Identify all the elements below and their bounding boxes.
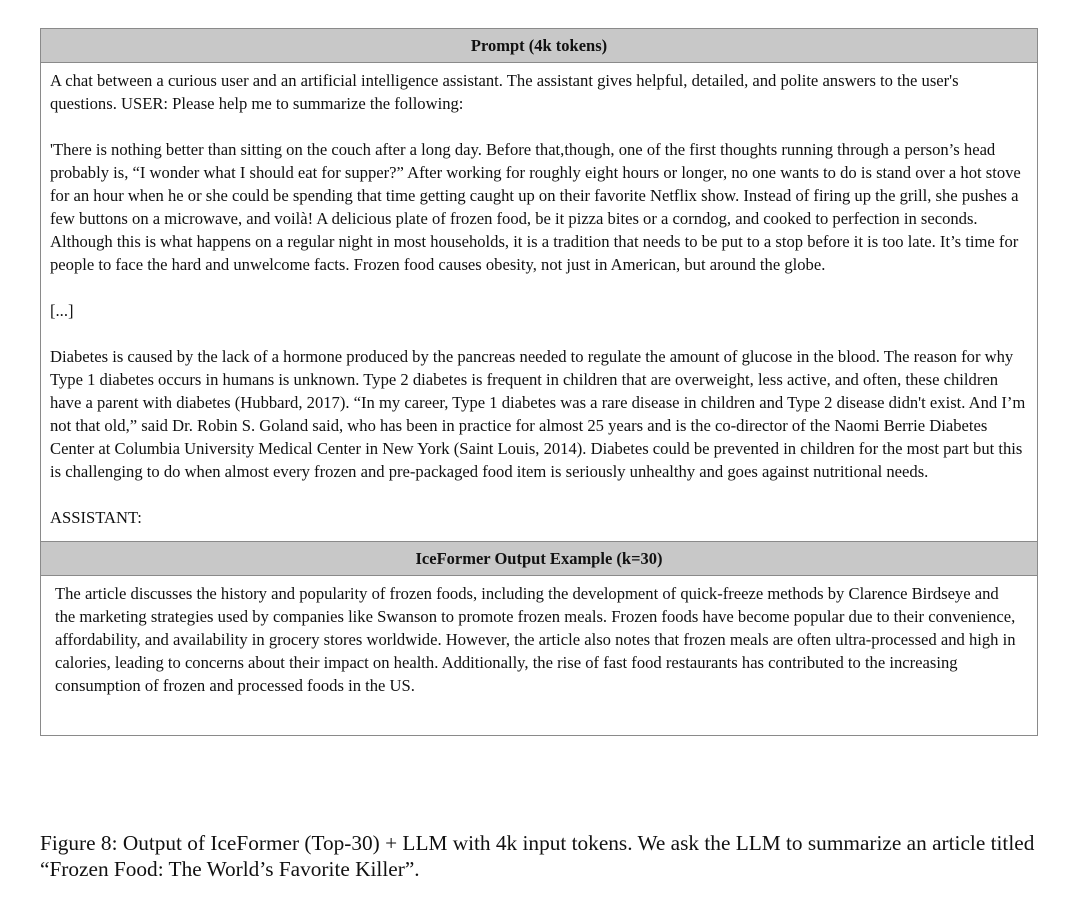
figure-caption: Figure 8: Output of IceFormer (Top-30) + LLM with 4k input tokens. We ask the LLM to summarize an article titled “Frozen Food: The World’s Favorite Killer”. <box>40 831 1035 881</box>
prompt-header: Prompt (4k tokens) <box>41 29 1037 63</box>
figure-table <box>40 28 1038 736</box>
prompt-paragraph-assistant: ASSISTANT: <box>50 508 142 527</box>
prompt-body <box>41 63 1037 541</box>
output-body: The article discusses the history and popularity of frozen foods, including the development of quick-freeze methods by Clarence Birdseye and the marketing strategies used by companies like Swanson to promote frozen meals. Frozen foods have become popular due to their convenience, affordability, and availability in grocery stores worldwide. However, the article also notes that frozen meals are often ultra-processed and high in calories, leading to concerns about their impact on health. Additionally, the rise of fast food restaurants has contributed to the increasing consumption of frozen and processed foods in the US. <box>55 584 1016 695</box>
prompt-paragraph-article-diabetes: Diabetes is caused by the lack of a hormone produced by the pancreas needed to regulate the amount of glucose in the blood. The reason for why Type 1 diabetes occurs in humans is unknown. Type 2 diabetes is frequent in children that are overweight, less active, and often, these children have a parent with diabetes (Hubbard, 2017). “In my career, Type 1 diabetes was a rare disease in children and Type 2 disease didn't exist. And I’m not that old,” said Dr. Robin S. Goland said, who has been in practice for almost 25 years and is the co-director of the Naomi Berrie Diabetes Center at Columbia University Medical Center in New York (Saint Louis, 2014). Diabetes could be prevented in children for the most part but this is challenging to do when almost every frozen and pre-packaged food item is seriously unhealthy and goes against nutritional needs. <box>50 347 1026 481</box>
prompt-paragraph-article-intro: 'There is nothing better than sitting on the couch after a long day. Before that,though, one of the first thoughts running through a person’s head probably is, “I wonder what I should eat for supper?” After working for roughly eight hours or longer, no one wants to do is stand over a hot stove for an hour when he or she could be spending that time getting caught up on their favorite Netflix show. Instead of firing up the grill, she pushes a few buttons on a microwave, and voilà! A delicious plate of frozen food, be it pizza bites or a corndog, and cooked to perfection in seconds. Although this is what happens on a regular night in most households, it is a tradition that needs to be put to a stop before it is too late. It’s time for people to face the hard and unwelcome facts. Frozen food causes obesity, not just in American, but around the globe. <box>50 140 1021 274</box>
prompt-paragraph-system: A chat between a curious user and an artificial intelligence assistant. The assistant gives helpful, detailed, and polite answers to the user's questions. USER: Please help me to summarize the following: <box>50 71 959 113</box>
output-header: IceFormer Output Example (k=30) <box>41 541 1037 576</box>
prompt-paragraph-ellipsis: [...] <box>50 301 74 320</box>
